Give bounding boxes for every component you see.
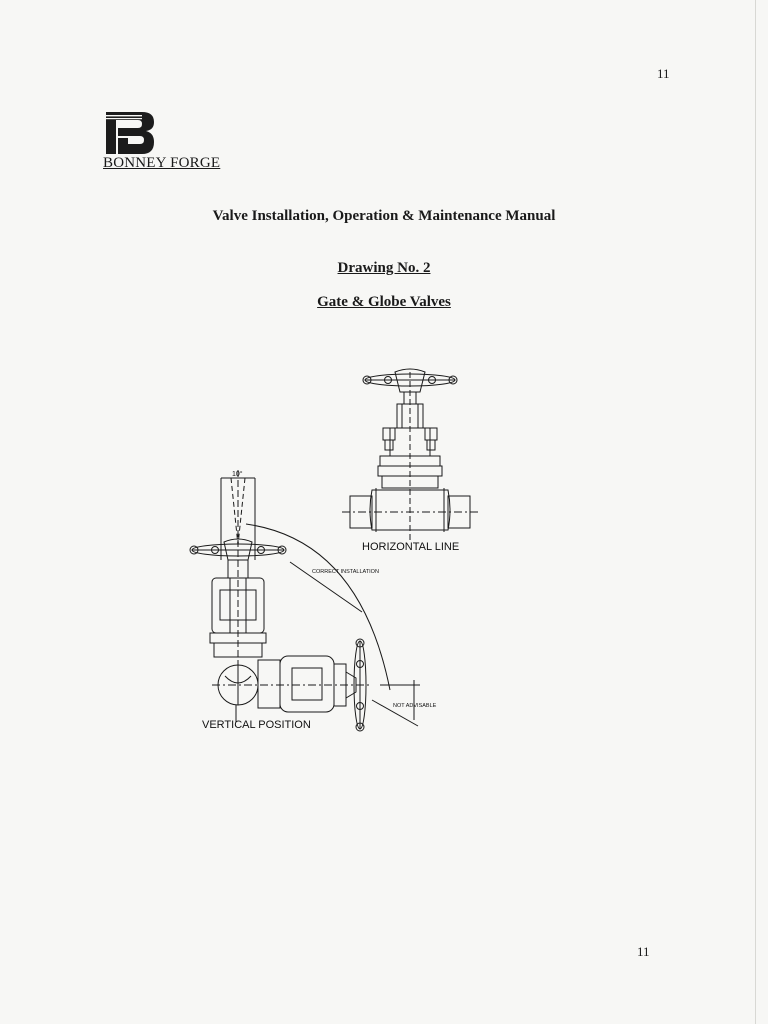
drawing-subject: Gate & Globe Valves [317, 294, 451, 310]
label-not-advisable: NOT ADVISABLE [393, 703, 437, 709]
page-number-top: 11 [657, 66, 670, 81]
horizontal-valve-figure [342, 369, 478, 540]
page-number-bottom: 11 [637, 944, 650, 959]
company-name: BONNEY FORGE [103, 155, 221, 171]
page-edge [755, 0, 756, 1024]
label-correct-installation: CORRECT INSTALLATION [312, 569, 379, 575]
vertical-valve-figure [190, 470, 420, 731]
label-vertical-position: VERTICAL POSITION [202, 719, 311, 731]
manual-title: Valve Installation, Operation & Maintenance Manual [212, 208, 556, 224]
label-angle: 10° [232, 471, 243, 478]
label-horizontal-line: HORIZONTAL LINE [362, 541, 460, 553]
drawing-number: Drawing No. 2 [337, 260, 431, 276]
